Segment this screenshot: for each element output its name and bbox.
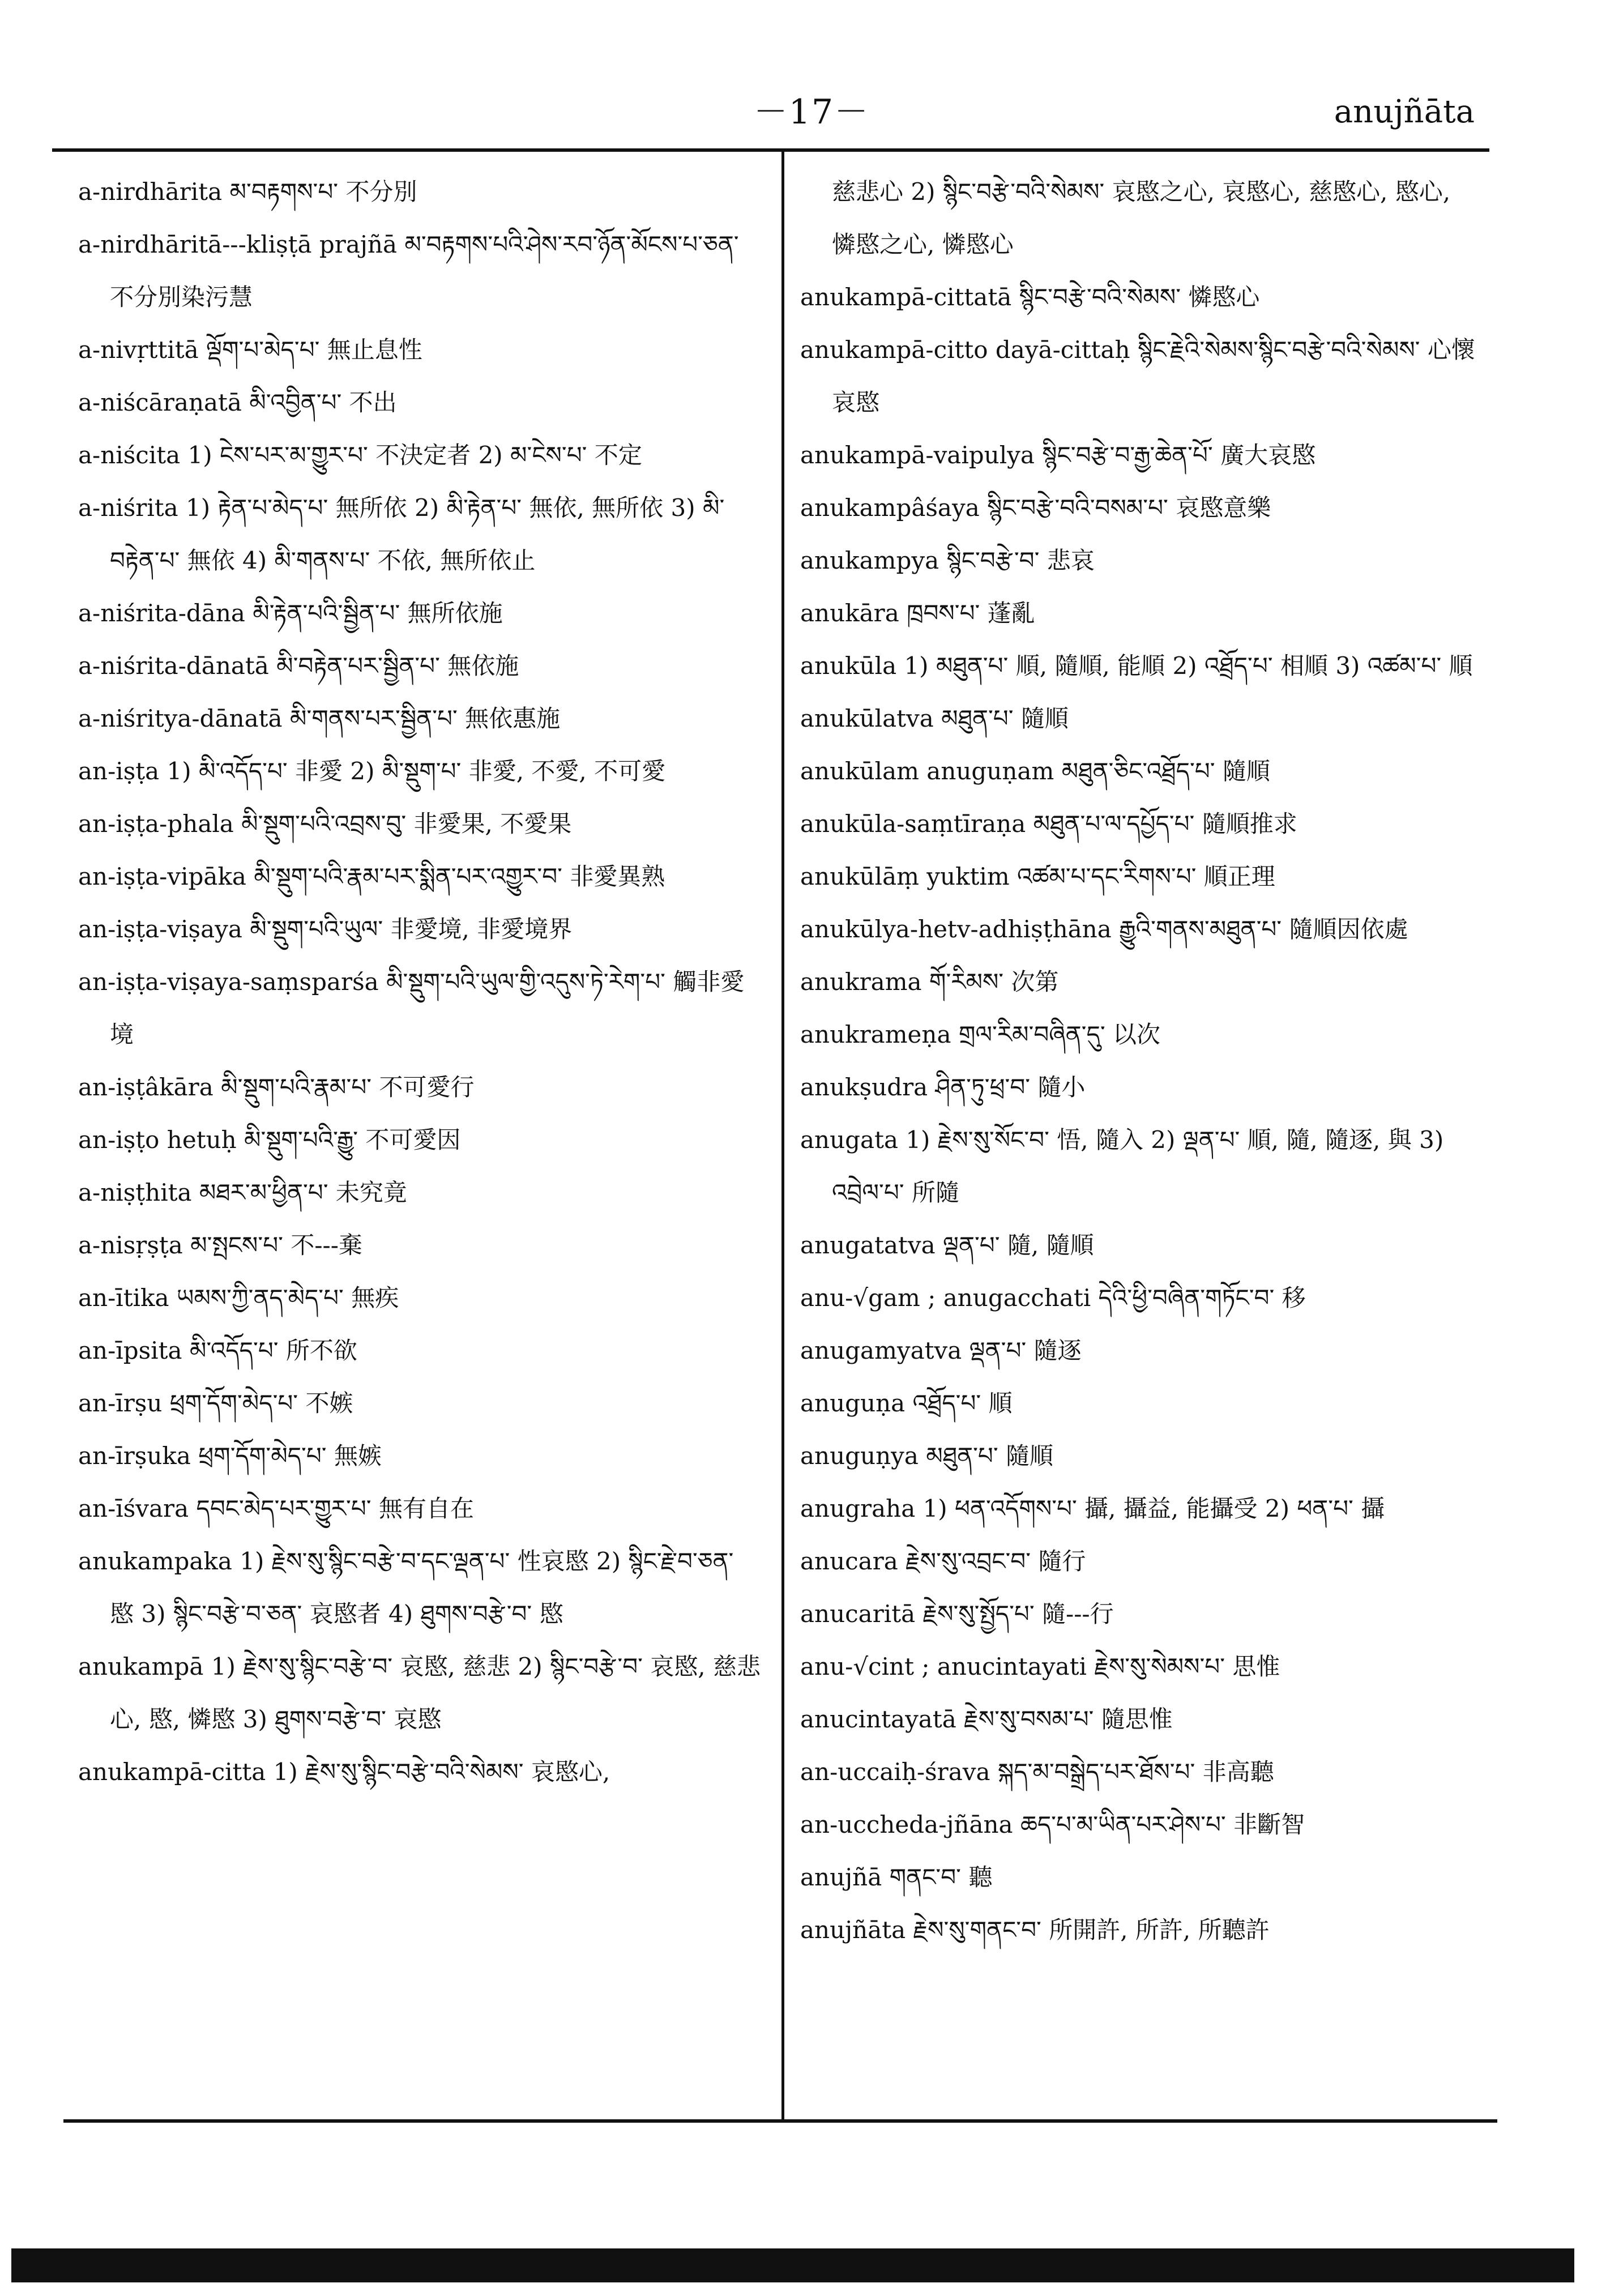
- dictionary-entry: anugraha 1) ཕན་འདོགས་པ་ 攝, 攝益, 能攝受 2) ཕན་པ་ 攝: [800, 1495, 1385, 1522]
- dictionary-entry: anukūla 1) མཐུན་པ་ 順, 隨順, 能順 2) འཐྲོད་པ་ 相順 3) འཚམ་པ་ 順: [800, 652, 1473, 680]
- dictionary-entry: anucara རྗེས་སུ་འབྲང་བ་ 隨行: [800, 1547, 1086, 1575]
- dictionary-entry: an-uccheda-jñāna ཆད་པ་མ་ཡིན་པར་ཤེས་པ་ 非斷智: [800, 1811, 1305, 1838]
- bottom-rule: [63, 2119, 1497, 2123]
- dictionary-entry: an-iṣṭa-viṣaya-saṃsparśa མི་སྡུག་པའི་ཡུལ་གྱི་འདུས་ཏེ་རེག་པ་ 觸非愛境: [78, 968, 745, 1048]
- dictionary-entry-continuation: 慈悲心 2) སྙིང་བརྩེ་བའི་སེམས་ 哀愍之心, 哀愍心, 慈愍心, 愍心, 憐愍之心, 憐愍心: [832, 178, 1451, 258]
- dictionary-entry: anukrama གོ་རིམས་ 次第: [800, 968, 1059, 996]
- dictionary-entry: anukūlāṃ yuktim འཚམ་པ་དང་རིགས་པ་ 順正理: [800, 863, 1275, 890]
- dictionary-entry: anukūlya-hetv-adhiṣṭhāna རྒྱུའི་གནས་མཐུན་པ་ 隨順因依處: [800, 915, 1408, 943]
- dictionary-entry: anukrameṇa གྲལ་རིམ་བཞིན་དུ་ 以次: [800, 1021, 1160, 1048]
- dictionary-entry: a-niścita 1) ངེས་པར་མ་གྱུར་པ་ 不決定者 2) མ་ངེས་པ་ 不定: [78, 441, 642, 469]
- dictionary-entry: anukampā-vaipulya སྙིང་བརྩེ་བ་རྒྱ་ཆེན་པོ་ 廣大哀愍: [800, 441, 1316, 469]
- dictionary-entry: anukūlam anuguṇam མཐུན་ཅིང་འཐྲོད་པ་ 隨順: [800, 757, 1270, 785]
- dictionary-entry: a-niṣṭhita མཐར་མ་ཕྱིན་པ་ 未究竟: [78, 1179, 407, 1206]
- dictionary-entry: a-nisṛṣṭa མ་སྤངས་པ་ 不---棄: [78, 1231, 362, 1259]
- dictionary-entry: an-īśvara དབང་མེད་པར་གྱུར་པ་ 無有自在: [78, 1495, 474, 1522]
- dictionary-entry: a-niśritya-dānatā མི་གནས་པར་སྦྱིན་པ་ 無依惠施: [78, 705, 561, 732]
- dictionary-entry: anukūla-saṃtīraṇa མཐུན་པ་ལ་དཔྱོད་པ་ 隨順推求: [800, 810, 1297, 838]
- dictionary-entry: an-iṣṭa-vipāka མི་སྡུག་པའི་རྣམ་པར་སྨིན་པར་འགྱུར་བ་ 非愛異熟: [78, 863, 665, 890]
- dictionary-entry: anujñāta རྗེས་སུ་གནང་བ་ 所開許, 所許, 所聽許: [800, 1916, 1270, 1944]
- dictionary-entry: a-niśrita 1) རྟེན་པ་མེད་པ་ 無所依 2) མི་རྟེན་པ་ 無依, 無所依 3) མི་བརྟེན་པ་ 無依 4) མི་གནས་པ་ 不依, 無所依止: [78, 494, 725, 574]
- dictionary-entry: an-iṣṭa-viṣaya མི་སྡུག་པའི་ཡུལ་ 非愛境, 非愛境界: [78, 915, 573, 943]
- running-head: anujñāta: [1334, 93, 1475, 130]
- column-divider: [781, 152, 784, 2120]
- dictionary-entry: anukampā-cittatā སྙིང་བརྩེ་བའི་སེམས་ 憐愍心: [800, 283, 1260, 311]
- dictionary-entry: an-īpsita མི་འདོད་པ་ 所不欲: [78, 1337, 357, 1364]
- dictionary-entry: anu-√gam ; anugacchati དེའི་ཕྱི་བཞིན་གཏོང་བ་ 移: [800, 1284, 1306, 1312]
- dictionary-entry: anuguṇya མཐུན་པ་ 隨順: [800, 1442, 1054, 1470]
- page-number: －17－: [753, 92, 870, 132]
- top-rule: [52, 148, 1489, 152]
- dictionary-entry: anujñā གནང་བ་ 聽: [800, 1863, 993, 1891]
- dictionary-entry: an-uccaiḥ-śrava སྐད་མ་བསྒྲེད་པར་ཐོས་པ་ 非高聽: [800, 1758, 1274, 1786]
- right-column: [800, 165, 1480, 1956]
- dictionary-entry: an-iṣṭâkāra མི་སྡུག་པའི་རྣམ་པ་ 不可愛行: [78, 1073, 475, 1101]
- dictionary-entry: an-īrṣu ཕྲག་དོག་མེད་པ་ 不嫉: [78, 1389, 353, 1417]
- dictionary-entry: a-niśrita-dāna མི་རྟེན་པའི་སྦྱིན་པ་ 無所依施: [78, 599, 503, 627]
- dictionary-entry: anucintayatā རྗེས་སུ་བསམ་པ་ 隨思惟: [800, 1705, 1173, 1733]
- dictionary-entry: an-ītika ཡམས་ཀྱི་ནད་མེད་པ་ 無疾: [78, 1284, 399, 1312]
- dictionary-entry: a-nivṛttitā ལྡོག་པ་མེད་པ་ 無止息性: [78, 336, 422, 364]
- dictionary-entry: anugatatva ལྡན་པ་ 隨, 隨順: [800, 1231, 1094, 1259]
- dictionary-entry: a-nirdhāritā---kliṣṭā prajñā མ་བརྟགས་པའི་ཤེས་རབ་ཉོན་མོངས་པ་ཅན་ 不分別染污慧: [78, 231, 739, 311]
- dictionary-entry: anuguṇa འཐྲོད་པ་ 順: [800, 1389, 1013, 1417]
- dictionary-entry: a-niścāraṇatā མི་འབྱིན་པ་ 不出: [78, 389, 397, 416]
- dictionary-entry: a-niśrita-dānatā མི་བརྟེན་པར་སྦྱིན་པ་ 無依施: [78, 652, 519, 680]
- dictionary-entry: anukūlatva མཐུན་པ་ 隨順: [800, 705, 1069, 732]
- dictionary-entry: anukampā-citto dayā-cittaḥ སྙིང་རྗེའི་སེམས་སྙིང་བརྩེ་བའི་སེམས་ 心懷哀愍: [800, 336, 1475, 416]
- dictionary-entry: anukampâśaya སྙིང་བརྩེ་བའི་བསམ་པ་ 哀愍意樂: [800, 494, 1271, 522]
- dictionary-entry: anukṣudra ཤིན་ཏུ་ཕྲ་བ་ 隨小: [800, 1073, 1086, 1101]
- dictionary-entry: anucaritā རྗེས་སུ་སྤྱོད་པ་ 隨---行: [800, 1600, 1114, 1628]
- dictionary-entry: a-nirdhārita མ་བརྟགས་པ་ 不分別: [78, 178, 417, 206]
- left-column: [78, 165, 764, 1798]
- dictionary-entry: anukampaka 1) རྗེས་སུ་སྙིང་བརྩེ་བ་དང་ལྡན་པ་ 性哀愍 2) སྙིང་རྗེ་བ་ཅན་ 愍 3) སྙིང་བརྩེ་བ་ཅན་ 哀愍者 4) ཐུགས་བརྩེ་བ་ 愍: [78, 1547, 734, 1628]
- dictionary-entry: an-iṣṭa-phala མི་སྡུག་པའི་འབྲས་བུ་ 非愛果, 不愛果: [78, 810, 572, 838]
- dictionary-entry: anukāra ཁྲབས་པ་ 蓬亂: [800, 599, 1035, 627]
- scan-border-band: [11, 2248, 1574, 2282]
- dictionary-entry: anugamyatva ལྡན་པ་ 隨逐: [800, 1337, 1082, 1364]
- dictionary-entry: anugata 1) རྗེས་སུ་སོང་བ་ 悟, 隨入 2) ལྡན་པ་ 順, 隨, 隨逐, 與 3) འབྲེལ་པ་ 所隨: [800, 1126, 1444, 1206]
- dictionary-entry: an-iṣṭo hetuḥ མི་སྡུག་པའི་རྒྱུ་ 不可愛因: [78, 1126, 461, 1154]
- dictionary-entry: anu-√cint ; anucintayati རྗེས་སུ་སེམས་པ་ 思惟: [800, 1653, 1280, 1680]
- dictionary-entry: an-iṣṭa 1) མི་འདོད་པ་ 非愛 2) མི་སྡུག་པ་ 非愛, 不愛, 不可愛: [78, 757, 666, 785]
- dictionary-entry: anukampā-citta 1) རྗེས་སུ་སྙིང་བརྩེ་བའི་སེམས་ 哀愍心,: [78, 1758, 610, 1786]
- dictionary-entry: anukampya སྙིང་བརྩེ་བ་ 悲哀: [800, 547, 1095, 574]
- dictionary-entry: an-īrṣuka ཕྲག་དོག་མེད་པ་ 無嫉: [78, 1442, 382, 1470]
- dictionary-entry: anukampā 1) རྗེས་སུ་སྙིང་བརྩེ་བ་ 哀愍, 慈悲 2) སྙིང་བརྩེ་བ་ 哀愍, 慈悲心, 愍, 憐愍 3) ཐུགས་བརྩེ་བ་ 哀愍: [78, 1653, 761, 1733]
